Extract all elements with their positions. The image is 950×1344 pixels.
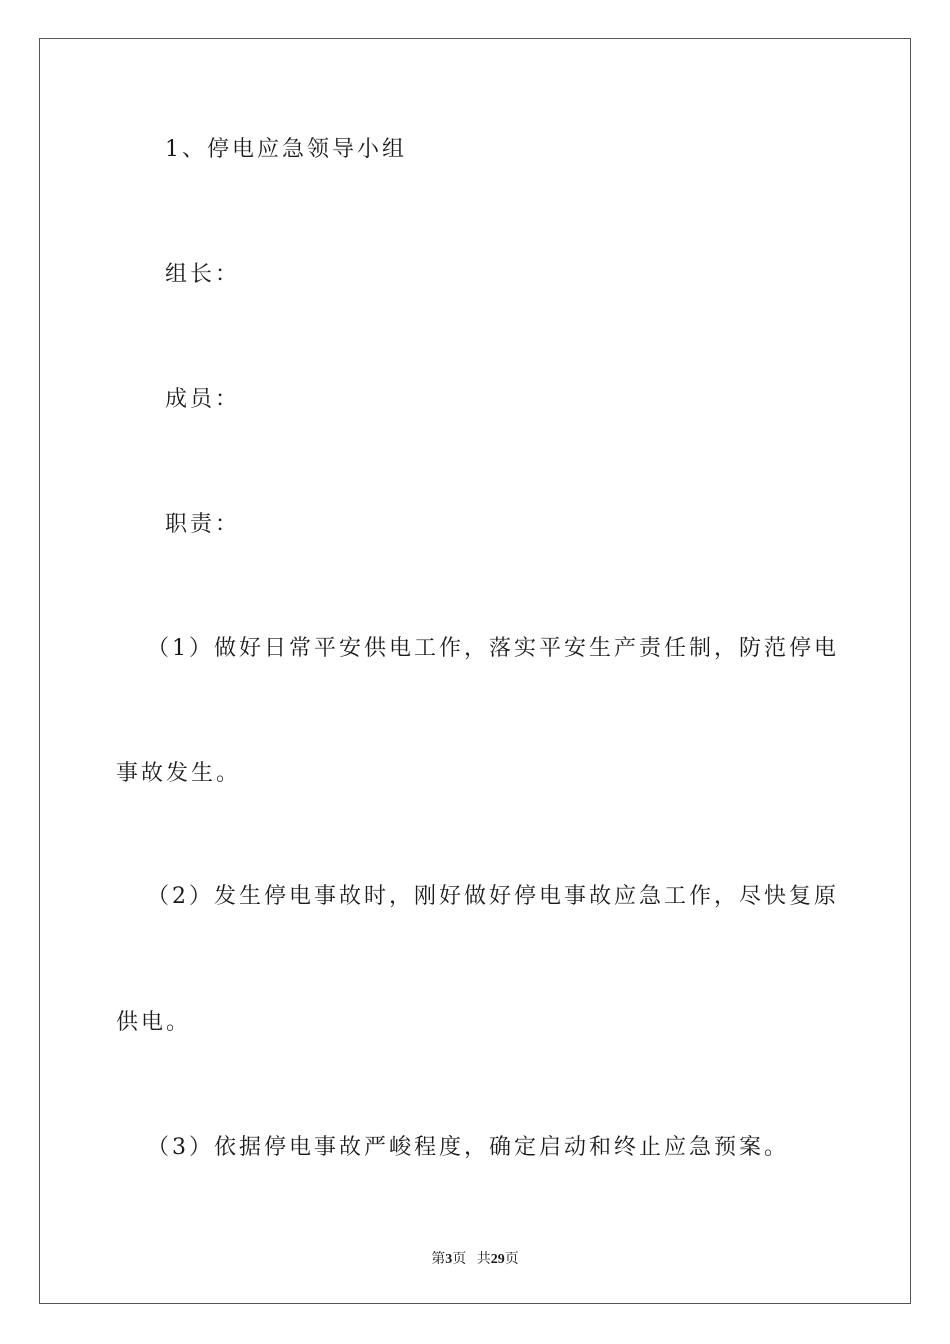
page-suffix: 页 (452, 1252, 467, 1267)
page-number: 3 (445, 1252, 453, 1267)
page-prefix: 第 (431, 1252, 446, 1267)
duty-item-1-line-2: 事故发生。 (116, 761, 242, 786)
duties-label: 职责： (165, 512, 241, 537)
page-border (39, 38, 911, 1304)
members-label: 成员： (165, 387, 241, 412)
duty-item-1-line-1: （1）做好日常平安供电工作，落实平安生产责任制，防范停电 (147, 636, 839, 661)
total-pages: 29 (490, 1252, 505, 1267)
page-footer (0, 1248, 950, 1268)
duty-item-3-line-1: （3）依据停电事故严峻程度，确定启动和终止应急预案。 (147, 1135, 789, 1160)
leader-label: 组长： (165, 262, 241, 287)
total-suffix: 页 (504, 1252, 519, 1267)
total-prefix: 共 (476, 1252, 491, 1267)
duty-item-2-line-2: 供电。 (116, 1010, 192, 1035)
section-heading: 1、停电应急领导小组 (165, 137, 407, 162)
duty-item-2-line-1: （2）发生停电事故时，刚好做好停电事故应急工作，尽快复原 (147, 884, 839, 909)
